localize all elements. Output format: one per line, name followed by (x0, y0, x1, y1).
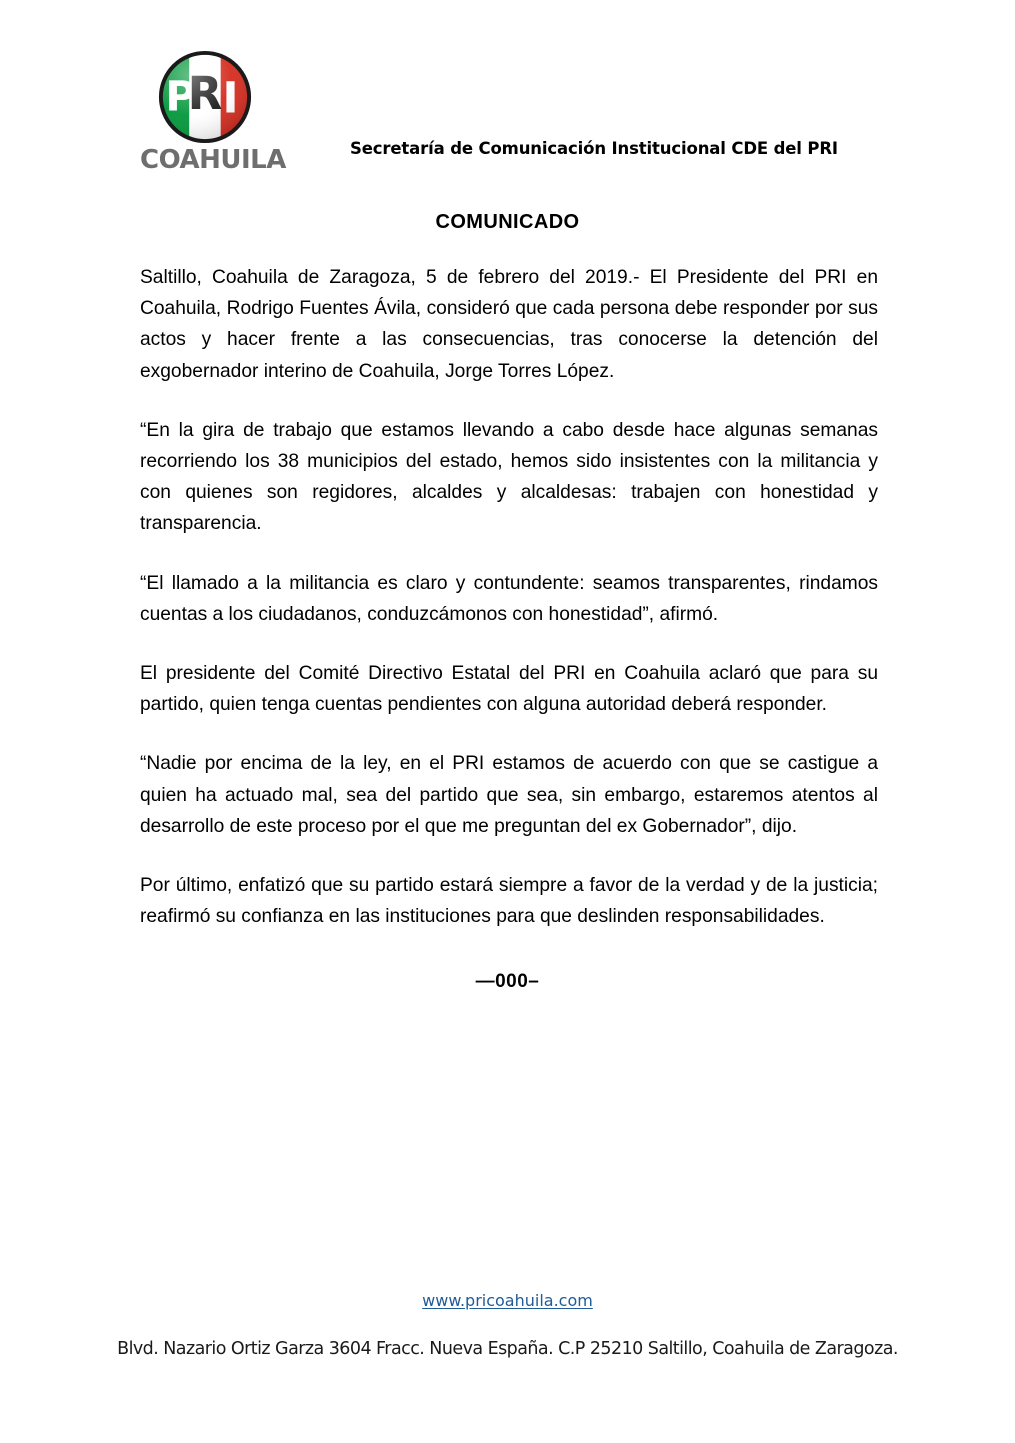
pri-coahuila-logo (140, 48, 286, 175)
logo-wordmark: COAHUILA (140, 145, 286, 175)
page-title: COMUNICADO (435, 211, 580, 233)
header-title: Secretaría de Comunicación Institucional CDE del PRI (350, 139, 838, 158)
paragraph: El presidente del Comité Directivo Estatal del PRI en Coahuila aclaró que para su partido, quien tenga cuentas pendientes con alguna autoridad deberá responder. (140, 663, 878, 716)
paragraph: “El llamado a la militancia es claro y contundente: seamos transparentes, rindamos cuentas a los ciudadanos, conduzcámonos con honestidad”, afirmó. (140, 572, 878, 625)
pri-circle-logo (156, 48, 254, 146)
paragraph: “En la gira de trabajo que estamos llevando a cabo desde hace algunas semanas recorriendo los 38 municipios del estado, hemos sido insistentes con la militancia y con quienes son regidores, alcaldes y alcaldesas: trabajen con honestidad y transparencia. (140, 419, 878, 535)
document-body (140, 262, 878, 932)
document-header (0, 0, 1015, 185)
end-of-release-mark: —000– (475, 971, 540, 992)
website-link[interactable]: www.pricoahuila.com (422, 1291, 593, 1310)
paragraph: “Nadie por encima de la ley, en el PRI estamos de acuerdo con que se castigue a quien ha actuado mal, sea del partido que sea, sin embargo, estaremos atentos al desarrollo de este proceso por el que me preguntan del ex Gobernador”, dijo. (140, 753, 878, 837)
paragraph: Por último, enfatizó que su partido estará siempre a favor de la verdad y de la justicia; reafirmó su confianza en las instituciones para que deslinden responsabilidades. (140, 875, 878, 928)
paragraph: Saltillo, Coahuila de Zaragoza, 5 de febrero del 2019.- El Presidente del PRI en Coahuila, Rodrigo Fuentes Ávila, consideró que cada persona debe responder por sus actos y hacer frente a las consecuencias, tras conocerse la detención del exgobernador interino de Coahuila, Jorge Torres López. (140, 267, 878, 382)
footer-address: Blvd. Nazario Ortiz Garza 3604 Fracc. Nueva España. C.P 25210 Saltillo, Coahuila de Zaragoza. (117, 1339, 898, 1359)
footer-website (0, 1291, 1015, 1311)
